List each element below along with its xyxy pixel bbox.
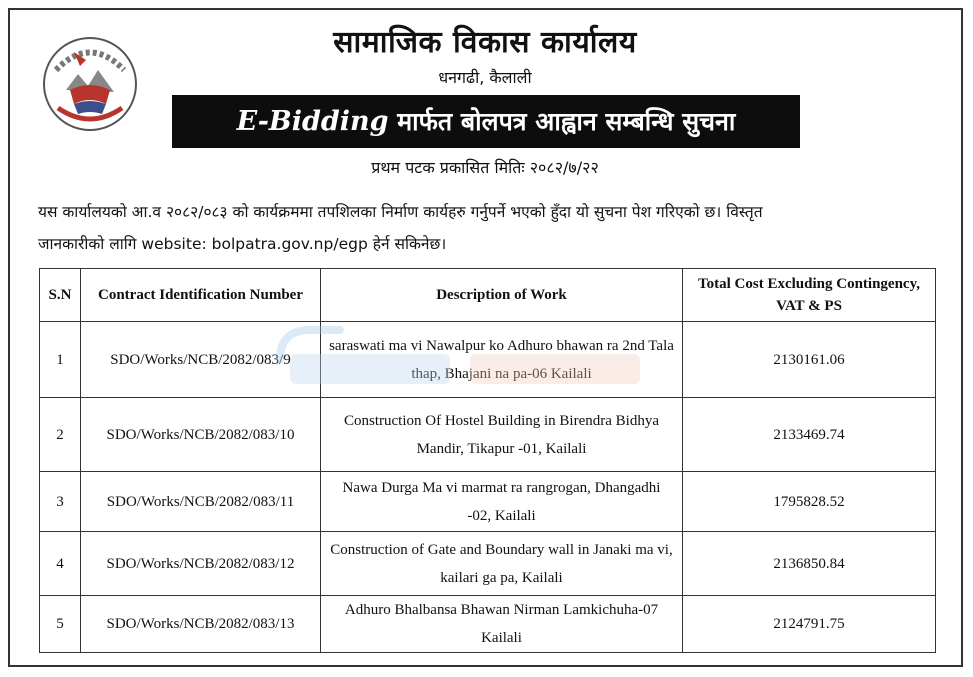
- row-sn: 3: [40, 472, 81, 532]
- row-description: Construction of Gate and Boundary wall in Janaki ma vi, kailari ga pa, Kailali: [321, 532, 683, 596]
- row-total-cost: 2136850.84: [683, 532, 936, 596]
- notice-title-banner: [172, 95, 800, 148]
- nepal-emblem-icon: [36, 30, 144, 138]
- row-total-cost: 2124791.75: [683, 596, 936, 653]
- row-total-cost: 2133469.74: [683, 398, 936, 472]
- row-contract-id: SDO/Works/NCB/2082/083/12: [81, 532, 321, 596]
- table-row: [40, 322, 936, 398]
- row-sn: 5: [40, 596, 81, 653]
- intro-line-2: जानकारीको लागि website: bolpatra.gov.np/egp हेर्न सकिनेछ।: [38, 235, 447, 253]
- notice-title-rest: मार्फत बोलपत्र आह्वान सम्बन्धि सुचना: [388, 107, 736, 136]
- header-description: Description of Work: [321, 269, 683, 322]
- intro-line-1: यस कार्यालयको आ.व २०८२/०८३ को कार्यक्रममा तपशिलका निर्माण कार्यहरु गर्नुपर्ने भएको हुँदा यो सुचना पेश गरिएको छ। विस्तृत: [38, 203, 763, 221]
- row-contract-id: SDO/Works/NCB/2082/083/10: [81, 398, 321, 472]
- row-contract-id: SDO/Works/NCB/2082/083/11: [81, 472, 321, 532]
- row-sn: 2: [40, 398, 81, 472]
- row-total-cost: 2130161.06: [683, 322, 936, 398]
- header-contract-id: Contract Identification Number: [81, 269, 321, 322]
- header-total-cost: Total Cost Excluding Contingency, VAT & PS: [683, 269, 936, 322]
- intro-paragraph: [38, 196, 938, 260]
- row-total-cost: 1795828.52: [683, 472, 936, 532]
- row-sn: 4: [40, 532, 81, 596]
- notice-title-latin: E-Bidding: [236, 106, 389, 137]
- table-row: [40, 472, 936, 532]
- office-name: सामाजिक विकास कार्यालय: [333, 25, 637, 60]
- table-row: [40, 532, 936, 596]
- table-row: [40, 398, 936, 472]
- published-date: प्रथम पटक प्रकासित मितिः २०८२/७/२२: [371, 158, 599, 177]
- row-description: saraswati ma vi Nawalpur ko Adhuro bhawan ra 2nd Tala thap, Bhajani na pa-06 Kailali: [321, 322, 683, 398]
- table-row: [40, 596, 936, 653]
- row-description: Construction Of Hostel Building in Birendra Bidhya Mandir, Tikapur -01, Kailali: [321, 398, 683, 472]
- row-contract-id: SDO/Works/NCB/2082/083/9: [81, 322, 321, 398]
- row-description: Adhuro Bhalbansa Bhawan Nirman Lamkichuha-07 Kailali: [321, 596, 683, 653]
- office-location: धनगढी, कैलाली: [438, 68, 532, 87]
- row-sn: 1: [40, 322, 81, 398]
- header-sn: S.N: [40, 269, 81, 322]
- table-header-row: [40, 269, 936, 322]
- row-description: Nawa Durga Ma vi marmat ra rangrogan, Dhangadhi -02, Kailali: [321, 472, 683, 532]
- row-contract-id: SDO/Works/NCB/2082/083/13: [81, 596, 321, 653]
- works-table: [39, 268, 936, 653]
